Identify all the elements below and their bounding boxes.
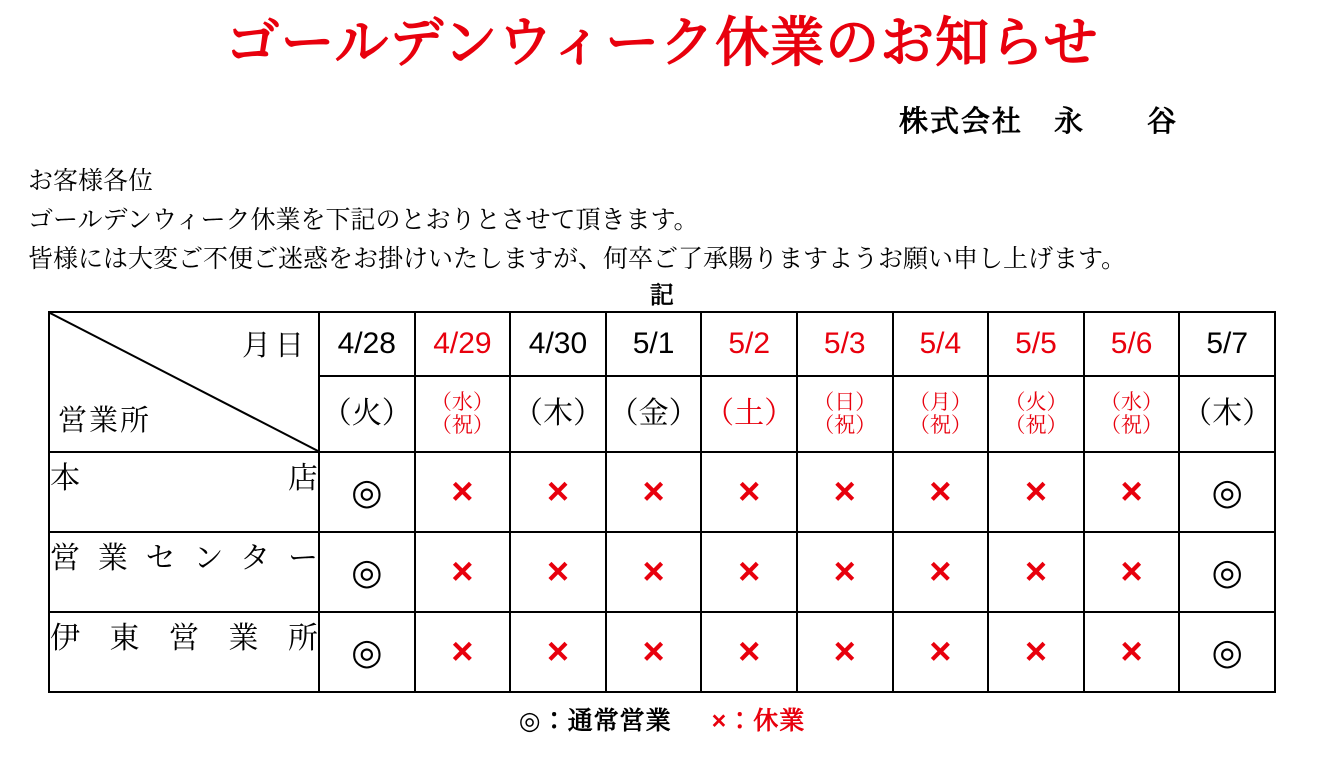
weekday-line: （水）	[1100, 390, 1164, 414]
open-mark-icon: ◎	[351, 471, 383, 513]
page-title: ゴールデンウィーク休業のお知らせ	[225, 13, 1099, 73]
office-label-text: 伊東営業所	[50, 622, 318, 656]
open-mark-icon: ◎	[351, 551, 383, 593]
closed-mark-icon: ×	[451, 551, 474, 594]
weekday-line: （水）	[430, 390, 494, 414]
legend-open-symbol: ◎	[518, 707, 542, 736]
holiday-schedule-table	[48, 311, 1276, 693]
cell-0-9	[1179, 452, 1275, 532]
weekday-line: （祝）	[430, 414, 494, 438]
weekday-line: （祝）	[1100, 414, 1164, 438]
weekday-header-6	[893, 376, 989, 452]
date-header-4: 5/2	[701, 312, 797, 376]
closed-mark-icon: ×	[1120, 471, 1143, 514]
cell-0-0	[319, 452, 415, 532]
closed-mark-icon: ×	[642, 551, 665, 594]
office-label-1	[49, 532, 319, 612]
date-header-1: 4/29	[415, 312, 511, 376]
closed-mark-icon: ×	[1024, 551, 1048, 594]
closed-mark-icon: ×	[546, 551, 570, 594]
cell-1-8	[1084, 532, 1180, 612]
weekday-header-2	[510, 376, 606, 452]
open-mark-icon: ◎	[351, 631, 383, 673]
legend-closed-text: ：休業	[727, 707, 806, 736]
cell-2-3	[606, 612, 702, 692]
cell-1-7	[988, 532, 1084, 612]
table-row	[49, 452, 1275, 532]
cell-1-2	[510, 532, 606, 612]
closed-mark-icon: ×	[642, 471, 665, 514]
cell-0-6	[893, 452, 989, 532]
cell-0-1	[415, 452, 511, 532]
corner-label-office: 営業所	[58, 405, 152, 438]
notice-document	[0, 14, 1324, 776]
weekday-line: （木）	[512, 397, 603, 431]
table-row	[49, 532, 1275, 612]
date-header-5: 5/3	[797, 312, 893, 376]
closed-mark-icon: ×	[833, 471, 856, 514]
cell-0-2	[510, 452, 606, 532]
date-header-6: 5/4	[893, 312, 989, 376]
weekday-line: （土）	[704, 397, 795, 431]
open-mark-icon: ◎	[1211, 471, 1243, 513]
date-header-9: 5/7	[1179, 312, 1275, 376]
cell-0-7	[988, 452, 1084, 532]
closed-mark-icon: ×	[1024, 631, 1048, 674]
table-row	[49, 612, 1275, 692]
weekday-header-5	[797, 376, 893, 452]
weekday-header-0	[319, 376, 415, 452]
weekday-header-8	[1084, 376, 1180, 452]
corner-label-date: 月日	[241, 330, 308, 363]
legend-closed-symbol: ×	[711, 707, 728, 736]
closed-mark-icon: ×	[546, 471, 570, 514]
closed-mark-icon: ×	[738, 551, 761, 594]
weekday-header-7	[988, 376, 1084, 452]
cell-0-8	[1084, 452, 1180, 532]
table-corner-header	[49, 312, 319, 452]
office-label-text: 本店	[50, 462, 318, 496]
cell-2-5	[797, 612, 893, 692]
ki-heading: 記	[650, 281, 674, 309]
date-header-2: 4/30	[510, 312, 606, 376]
weekday-line: （祝）	[908, 414, 972, 438]
weekday-line: （日）	[813, 390, 877, 414]
closed-mark-icon: ×	[929, 631, 952, 674]
closed-mark-icon: ×	[929, 471, 952, 514]
date-header-8: 5/6	[1084, 312, 1180, 376]
legend-open-text: ：通常営業	[541, 707, 672, 736]
date-header-0: 4/28	[319, 312, 415, 376]
cell-2-9	[1179, 612, 1275, 692]
closed-mark-icon: ×	[1120, 631, 1143, 674]
cell-2-8	[1084, 612, 1180, 692]
closed-mark-icon: ×	[1024, 471, 1048, 514]
salutation: お客様各位	[28, 167, 154, 196]
company-name: 株式会社 永 谷	[898, 106, 1178, 139]
weekday-line: （祝）	[813, 414, 877, 438]
weekday-header-9	[1179, 376, 1275, 452]
cell-0-3	[606, 452, 702, 532]
weekday-line: （祝）	[1004, 414, 1068, 438]
cell-2-2	[510, 612, 606, 692]
open-mark-icon: ◎	[1211, 551, 1243, 593]
cell-1-1	[415, 532, 511, 612]
weekday-line: （火）	[1004, 390, 1068, 414]
weekday-header-3	[606, 376, 702, 452]
open-mark-icon: ◎	[1211, 631, 1243, 673]
date-header-3: 5/1	[606, 312, 702, 376]
cell-1-3	[606, 532, 702, 612]
cell-2-0	[319, 612, 415, 692]
cell-1-6	[893, 532, 989, 612]
closed-mark-icon: ×	[451, 631, 474, 674]
cell-1-0	[319, 532, 415, 612]
office-label-2	[49, 612, 319, 692]
weekday-header-4	[701, 376, 797, 452]
weekday-line: （木）	[1182, 397, 1273, 431]
body-text	[28, 162, 1324, 278]
cell-1-5	[797, 532, 893, 612]
cell-2-4	[701, 612, 797, 692]
weekday-line: （火）	[321, 397, 412, 431]
closed-mark-icon: ×	[738, 631, 761, 674]
weekday-line: （金）	[608, 397, 699, 431]
cell-1-4	[701, 532, 797, 612]
legend	[0, 701, 1324, 737]
paragraph-1: ゴールデンウィーク休業を下記のとおりとさせて頂きます。	[28, 206, 699, 235]
closed-mark-icon: ×	[738, 471, 761, 514]
office-label-0	[49, 452, 319, 532]
cell-0-4	[701, 452, 797, 532]
table-row-dates	[49, 312, 1275, 376]
cell-2-6	[893, 612, 989, 692]
cell-0-5	[797, 452, 893, 532]
closed-mark-icon: ×	[451, 471, 474, 514]
closed-mark-icon: ×	[833, 631, 856, 674]
cell-1-9	[1179, 532, 1275, 612]
cell-2-7	[988, 612, 1084, 692]
cell-2-1	[415, 612, 511, 692]
closed-mark-icon: ×	[1120, 551, 1143, 594]
paragraph-2: 皆様には大変ご不便ご迷惑をお掛けいたしますが、何卒ご了承賜りますようお願い申し上げます。	[28, 244, 1127, 273]
weekday-header-1	[415, 376, 511, 452]
closed-mark-icon: ×	[642, 631, 665, 674]
office-label-text: 営業センター	[50, 542, 318, 576]
closed-mark-icon: ×	[929, 551, 952, 594]
weekday-line: （月）	[908, 390, 972, 414]
date-header-7: 5/5	[988, 312, 1084, 376]
closed-mark-icon: ×	[833, 551, 856, 594]
closed-mark-icon: ×	[546, 631, 570, 674]
